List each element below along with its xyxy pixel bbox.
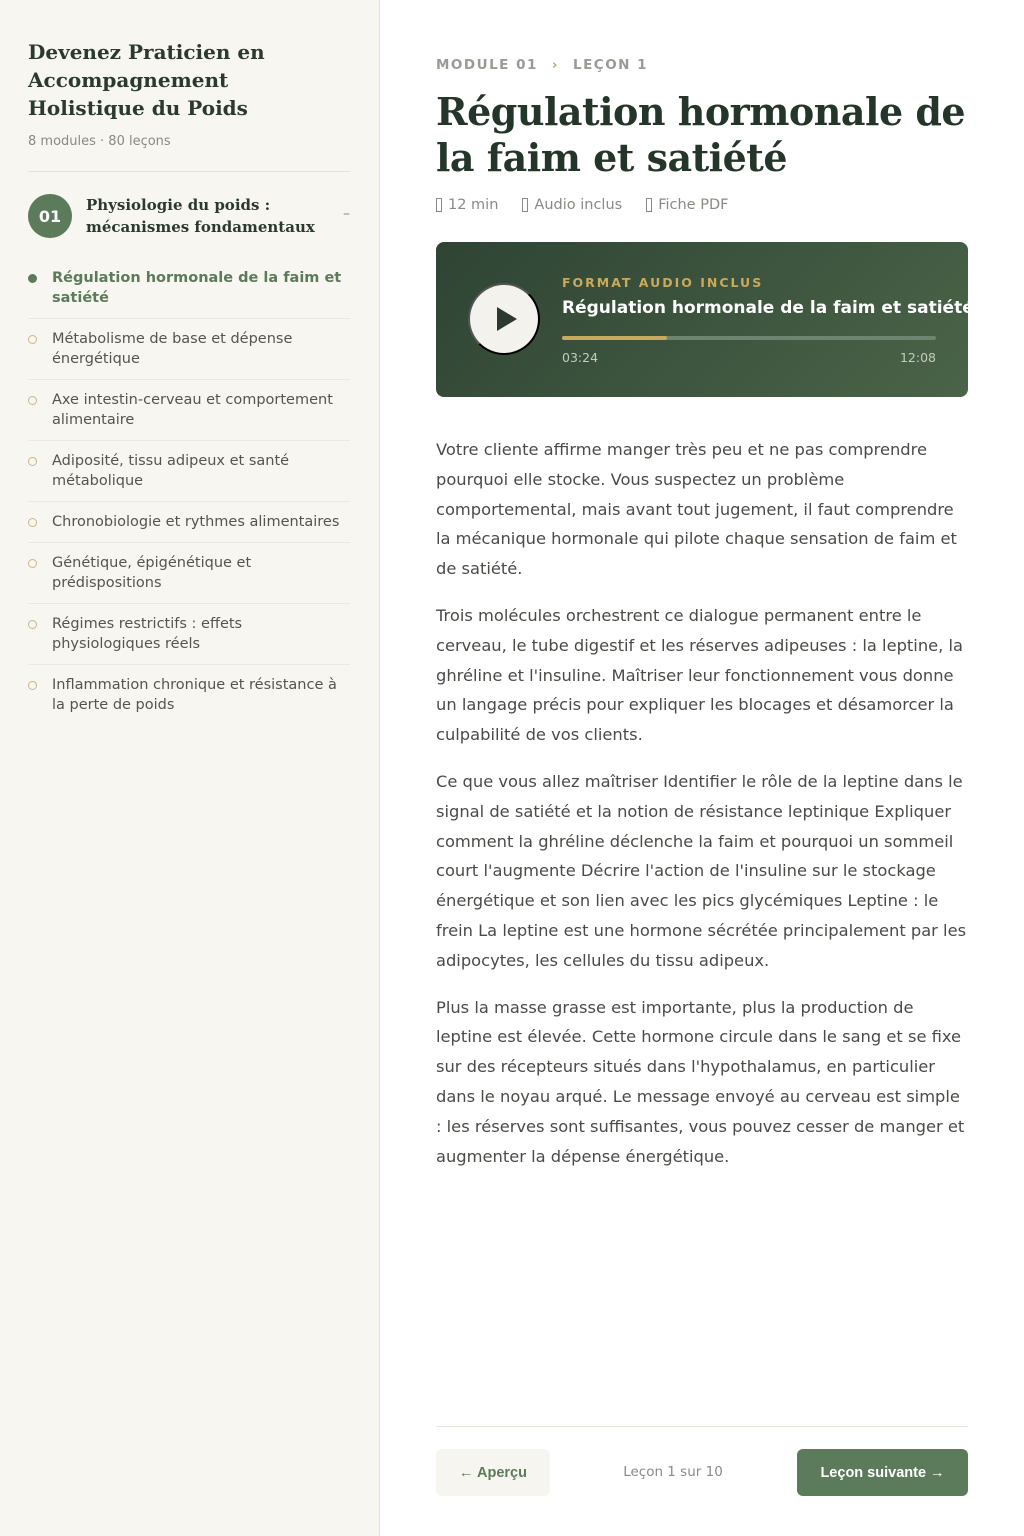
sidebar-lesson-item[interactable]: [28, 502, 350, 543]
content-paragraph: Ce que vous allez maîtriser Identifier le rôle de la leptine dans le signal de satiété et la notion de résistance leptinique Expliquer comment la ghréline déclenche la faim et pourquoi un sommeil court l'augmente Décrire l'action de l'insuline sur le stockage énergétique et son lien avec les pics glycémiques Leptine : le frein La leptine est une hormone sécrétée principalement par les adipocytes, les cellules du tissu adipeux.: [436, 771, 967, 970]
lesson-meta: [436, 197, 968, 213]
module-number-badge: 01: [28, 194, 72, 238]
sidebar-lesson-label: Adiposité, tissu adipeux et santé métabolique: [52, 453, 290, 489]
module-header[interactable]: [28, 194, 350, 238]
audio-progress-fill: [562, 336, 667, 340]
sidebar-lesson-item[interactable]: [28, 380, 350, 441]
sidebar: [0, 0, 380, 1536]
pdf-meta[interactable]: [646, 197, 728, 213]
circle-icon: [28, 559, 37, 568]
module-title: Physiologie du poids : mécanismes fondamentaux: [86, 196, 315, 236]
sidebar-lesson-item[interactable]: [28, 665, 350, 725]
audio-title: Régulation hormonale de la faim et satiété: [562, 298, 974, 318]
play-icon: [497, 307, 517, 331]
next-lesson-button[interactable]: Leçon suivante →: [797, 1449, 968, 1496]
pdf-meta-label[interactable]: Fiche PDF: [658, 197, 729, 213]
sidebar-lesson-label: Génétique, épigénétique et prédispositions: [52, 555, 252, 591]
sidebar-lesson-label: Régimes restrictifs : effets physiologiques réels: [52, 616, 243, 652]
headphones-icon: [522, 198, 528, 212]
breadcrumb-module[interactable]: MODULE 01: [436, 57, 538, 73]
content-paragraph: Trois molécules orchestrent ce dialogue permanent entre le cerveau, le tube digestif et les réserves adipeuses : la leptine, la ghréline et l'insuline. Maîtriser leur fonctionnement vous donne un langage précis pour expliquer les blocages et désamorcer la culpabilité de vos clients.: [436, 605, 964, 745]
audio-format-label: FORMAT AUDIO INCLUS: [562, 275, 764, 290]
circle-icon: [28, 457, 37, 466]
lesson-main: [436, 0, 974, 1188]
play-button[interactable]: [468, 283, 540, 355]
breadcrumb-separator-icon: ›: [551, 57, 559, 73]
duration-label: 12 min: [448, 197, 499, 213]
sidebar-lesson-label: Axe intestin-cerveau et comportement alimentaire: [52, 392, 333, 428]
page-indicator: Leçon 1 sur 10: [623, 1464, 723, 1480]
audio-current-time: 03:24: [562, 350, 599, 365]
audio-meta: [522, 197, 622, 213]
audio-progress-bar[interactable]: [562, 336, 936, 340]
circle-icon: [28, 396, 37, 405]
sidebar-lesson-label: Régulation hormonale de la faim et satiété: [52, 270, 342, 306]
sidebar-lesson-label: Métabolisme de base et dépense énergétique: [52, 331, 293, 367]
circle-icon: [28, 681, 37, 690]
sidebar-lesson-label: Chronobiologie et rythmes alimentaires: [52, 514, 340, 530]
circle-icon: [28, 518, 37, 527]
audio-meta-label: Audio inclus: [534, 197, 623, 213]
circle-icon: [28, 620, 37, 629]
sidebar-lesson-item[interactable]: [28, 543, 350, 604]
audio-player: [436, 242, 974, 397]
collapse-icon[interactable]: –: [343, 206, 350, 222]
previous-button[interactable]: ← Aperçu: [436, 1449, 550, 1496]
content-paragraph: Votre cliente affirme manger très peu et ne pas comprendre pourquoi elle stocke. Vous suspectez un problème comportemental, mais avant tout jugement, il faut comprendre la mécanique hormonale qui pilote chaque sensation de faim et de satiété.: [436, 440, 957, 579]
sidebar-lesson-item[interactable]: [28, 441, 350, 502]
active-dot-icon: [28, 274, 37, 283]
sidebar-divider: [28, 171, 350, 172]
lesson-list: [28, 258, 350, 725]
document-icon: [646, 198, 652, 212]
sidebar-lesson-item[interactable]: [28, 604, 350, 665]
sidebar-lesson-label: Inflammation chronique et résistance à la perte de poids: [52, 677, 337, 713]
page-title: Régulation hormonale de la faim et satiété: [436, 89, 966, 180]
course-title: Devenez Praticien en Accompagnement Holistique du Poids: [28, 40, 265, 120]
content-paragraph: Plus la masse grasse est importante, plus la production de leptine est élevée. Cette hormone circule dans le sang et se fixe sur des récepteurs situés dans l'hypothalamus, en particulier dans le noyau arqué. Le message envoyé au cerveau est simple : les réserves sont suffisantes, vous pouvez cesser de manger et augmenter la dépense énergétique.: [436, 997, 965, 1166]
clock-icon: [436, 198, 442, 212]
duration-meta: [436, 197, 498, 213]
sidebar-lesson-item[interactable]: [28, 258, 350, 319]
audio-total-time: 12:08: [899, 350, 936, 365]
lesson-content: [436, 435, 968, 1171]
breadcrumb: [436, 57, 968, 73]
circle-icon: [28, 335, 37, 344]
breadcrumb-lesson: LEÇON 1: [572, 57, 649, 73]
course-meta: 8 modules · 80 leçons: [28, 134, 171, 149]
footer-divider: [436, 1426, 968, 1427]
sidebar-lesson-item[interactable]: [28, 319, 350, 380]
